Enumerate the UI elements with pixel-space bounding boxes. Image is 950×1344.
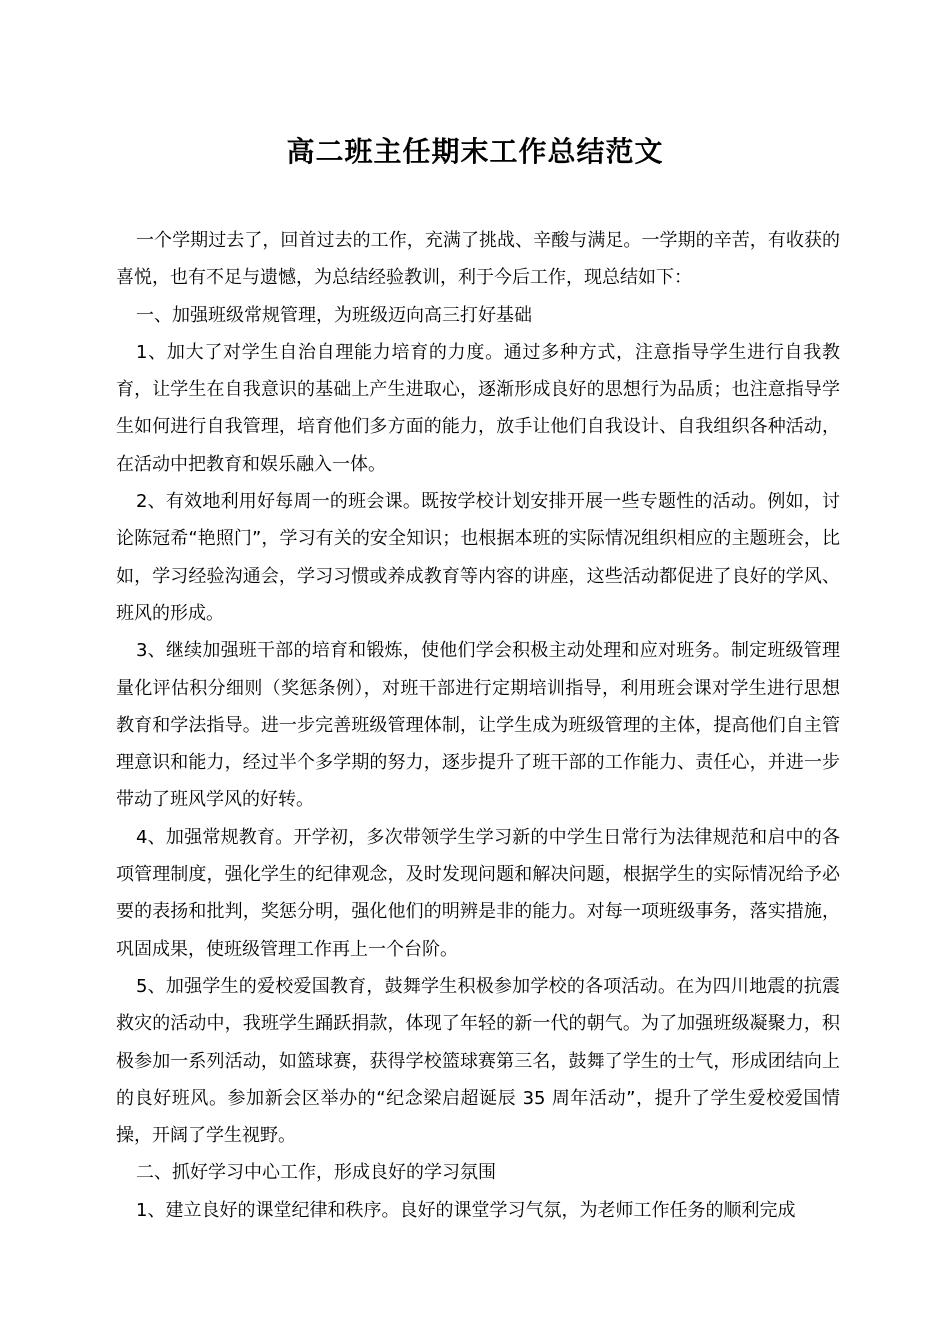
paragraph-1-1: 1、加大了对学生自治自理能力培育的力度。通过多种方式，注意指导学生进行自我教育，让学生在自我意识的基础上产生进取心，逐渐形成良好的思想行为品质；也注意指导学生如何进行自我管理，培育他们多方面的能力，放手让他们自我设计、自我组织各种活动，在活动中把教育和娱乐融入一体。 xyxy=(116,341,840,475)
paragraph-1-3: 3、继续加强班干部的培育和锻炼，使他们学会积极主动处理和应对班务。制定班级管理量化评估积分细则（奖惩条例），对班干部进行定期培训指导，利用班会课对学生进行思想教育和学法指导。进一步完善班级管理体制，让学生成为班级管理的主体，提高他们自主管理意识和能力，经过半个多学期的努力，逐步提升了班干部的工作能力、责任心，并进一步带动了班风学风的好转。 xyxy=(116,640,840,811)
paragraph-1-5: 5、加强学生的爱校爱国教育，鼓舞学生积极参加学校的各项活动。在为四川地震的抗震救灾的活动中，我班学生踊跃捐款，体现了年轻的新一代的朝气。为了加强班级凝聚力，积极参加一系列活动，如篮球赛，获得学校篮球赛第三名，鼓舞了学生的士气，形成团结向上的良好班风。参加新会区举办的“纪念梁启超诞辰 35 周年活动”，提升了学生爱校爱国情操，开阔了学生视野。 xyxy=(116,975,840,1147)
paragraph-1-2: 2、有效地利用好每周一的班会课。既按学校计划安排开展一些专题性的活动。例如，讨论陈冠希“艳照门”，学习有关的安全知识；也根据本班的实际情况组织相应的主题班会，比如，学习经验沟通会，学习习惯或养成教育等内容的讲座，这些活动都促进了良好的学风、班风的形成。 xyxy=(116,491,840,624)
paragraph-1-4: 4、加强常规教育。开学初，多次带领学生学习新的中学生日常行为法律规范和启中的各项管理制度，强化学生的纪律观念，及时发现问题和解决问题，根据学生的实际情况给予必要的表扬和批判，奖惩分明，强化他们的明辨是非的能力。对每一项班级事务，落实措施，巩固成果，使班级管理工作再上一个台阶。 xyxy=(116,826,840,960)
document-body xyxy=(116,222,840,1229)
document-title: 高二班主任期末工作总结范文 xyxy=(286,135,664,168)
heading-section-1: 一、加强班级常规管理，为班级迈向高三打好基础 xyxy=(136,304,532,326)
paragraph-2-1: 1、建立良好的课堂纪律和秩序。良好的课堂学习气氛，为老师工作任务的顺利完成 xyxy=(136,1199,796,1221)
paragraph-intro: 一个学期过去了，回首过去的工作，充满了挑战、辛酸与满足。一学期的辛苦，有收获的喜悦，也有不足与遗憾，为总结经验教训，利于今后工作，现总结如下： xyxy=(116,230,840,289)
heading-section-2: 二、抓好学习中心工作，形成良好的学习氛围 xyxy=(136,1162,496,1184)
